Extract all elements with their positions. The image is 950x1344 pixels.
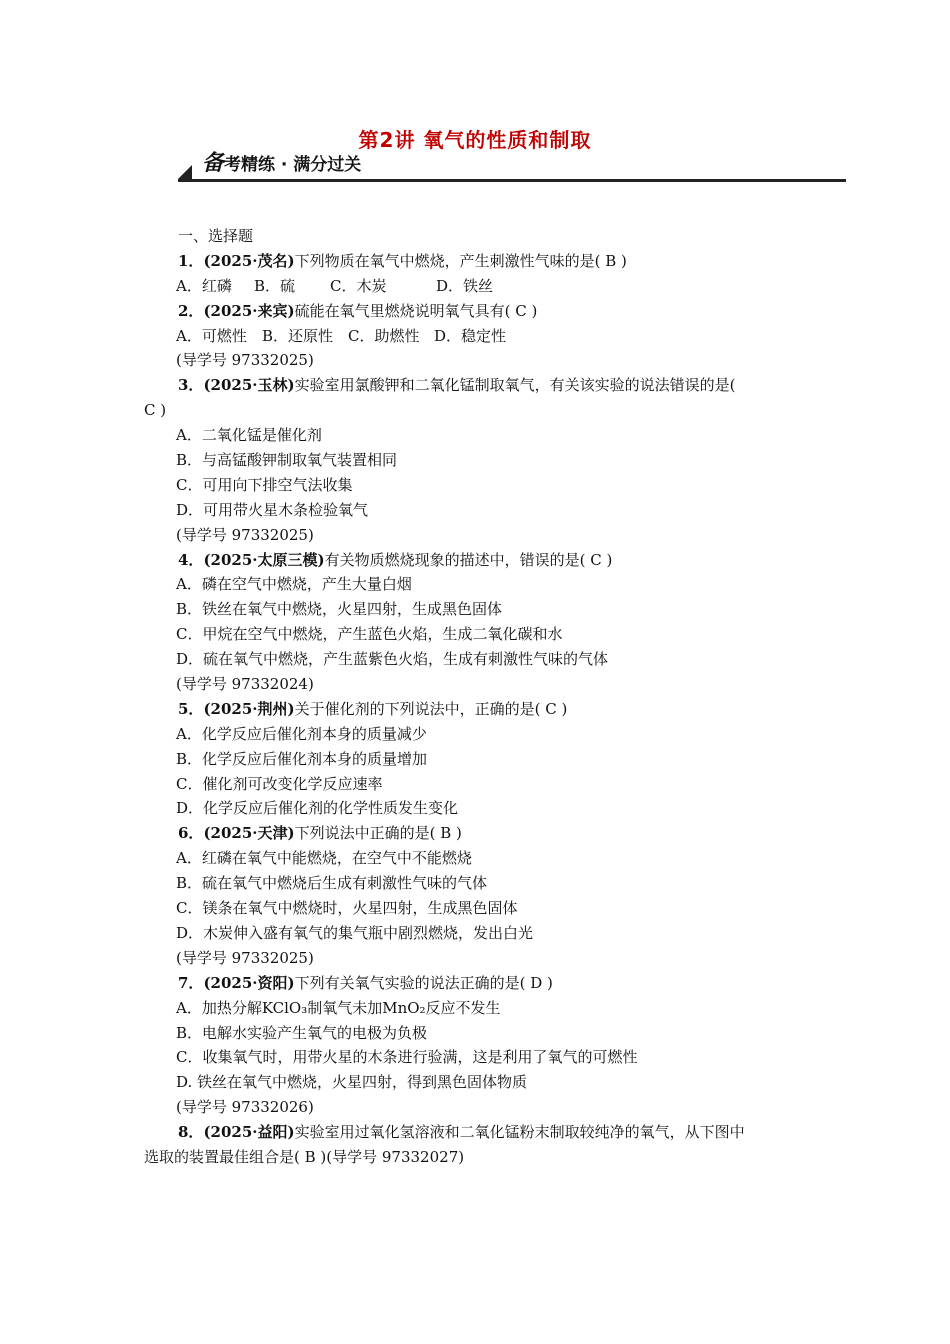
option: B．还原性 <box>262 326 334 345</box>
question-2-options <box>144 324 819 349</box>
question-2: 2．(2025·来宾)硫能在氧气里燃烧说明氧气具有( C ) <box>178 301 538 320</box>
option: B．铁丝在氧气中燃烧，火星四射，生成黑色固体 <box>176 600 503 619</box>
question-1-options <box>144 274 819 299</box>
option: C．可用向下排空气法收集 <box>176 475 353 494</box>
banner-triangle-icon <box>178 165 192 179</box>
question-6: 6．(2025·天津)下列说法中正确的是( B ) <box>178 824 462 843</box>
option: B．化学反应后催化剂本身的质量增加 <box>176 749 428 768</box>
option: D．化学反应后催化剂的化学性质发生变化 <box>176 799 459 818</box>
option: D．铁丝 <box>436 276 494 295</box>
option: C．催化剂可改变化学反应速率 <box>176 774 383 793</box>
option: A．磷在空气中燃烧，产生大量白烟 <box>176 575 412 594</box>
option: A．红磷 <box>176 276 232 295</box>
question-8-continued: 选取的装置最佳组合是( B )(导学号 97332027) <box>144 1147 465 1166</box>
question-list <box>144 224 819 1170</box>
option: A．化学反应后催化剂本身的质量减少 <box>176 724 427 743</box>
option: C．收集氧气时，用带火星的木条进行验满，这是利用了氧气的可燃性 <box>176 1048 638 1067</box>
option: D．木炭伸入盛有氧气的集气瓶中剧烈燃烧，发出白光 <box>176 923 534 942</box>
section-heading: 一、选择题 <box>178 227 254 245</box>
question-3-continued: C ) <box>144 401 167 420</box>
option: C．木炭 <box>330 276 387 295</box>
option: C．助燃性 <box>348 326 420 345</box>
option: D．可用带火星木条检验氧气 <box>176 500 369 519</box>
guide-number: (导学号 97332025) <box>176 948 314 967</box>
option: B．硫 <box>254 276 296 295</box>
option: B．电解水实验产生氧气的电极为负极 <box>176 1023 428 1042</box>
option: D．稳定性 <box>434 326 507 345</box>
section-banner <box>178 152 846 182</box>
question-1: 1．(2025·茂名)下列物质在氧气中燃烧，产生刺激性气味的是( B ) <box>178 251 627 270</box>
option: C．甲烷在空气中燃烧，产生蓝色火焰，生成二氧化碳和水 <box>176 625 563 644</box>
option: D．硫在氧气中燃烧，产生蓝紫色火焰，生成有刺激性气味的气体 <box>176 650 609 669</box>
question-7: 7．(2025·资阳)下列有关氧气实验的说法正确的是( D ) <box>178 973 553 992</box>
question-8: 8．(2025·益阳)实验室用过氧化氢溶液和二氧化锰粉末制取较纯净的氧气，从下图中 <box>178 1123 745 1142</box>
guide-number: (导学号 97332025) <box>176 351 314 370</box>
banner-tab <box>178 153 404 179</box>
option: B．与高锰酸钾制取氧气装置相同 <box>176 451 398 470</box>
guide-number: (导学号 97332025) <box>176 525 314 544</box>
option: A．可燃性 <box>176 326 247 345</box>
banner-rule <box>178 179 846 182</box>
banner-text: 备考精练 · 满分过关 <box>202 151 362 176</box>
guide-number: (导学号 97332024) <box>176 675 314 694</box>
option: B．硫在氧气中燃烧后生成有刺激性气味的气体 <box>176 874 488 893</box>
option: C．镁条在氧气中燃烧时，火星四射，生成黑色固体 <box>176 899 518 918</box>
question-5: 5．(2025·荆州)关于催化剂的下列说法中，正确的是( C ) <box>178 699 568 718</box>
option: D. 铁丝在氧气中燃烧，火星四射，得到黑色固体物质 <box>176 1073 528 1092</box>
option: A．加热分解KClO₃制氧气未加MnO₂反应不发生 <box>176 998 501 1017</box>
option: A．二氧化锰是催化剂 <box>176 426 322 445</box>
question-4: 4．(2025·太原三模)有关物质燃烧现象的描述中，错误的是( C ) <box>178 550 613 569</box>
lesson-title: 第2讲 氧气的性质和制取 <box>358 128 592 152</box>
option: A．红磷在氧气中能燃烧，在空气中不能燃烧 <box>176 849 472 868</box>
question-3: 3．(2025·玉林)实验室用氯酸钾和二氧化锰制取氧气，有关该实验的说法错误的是( <box>178 376 736 395</box>
guide-number: (导学号 97332026) <box>176 1098 314 1117</box>
